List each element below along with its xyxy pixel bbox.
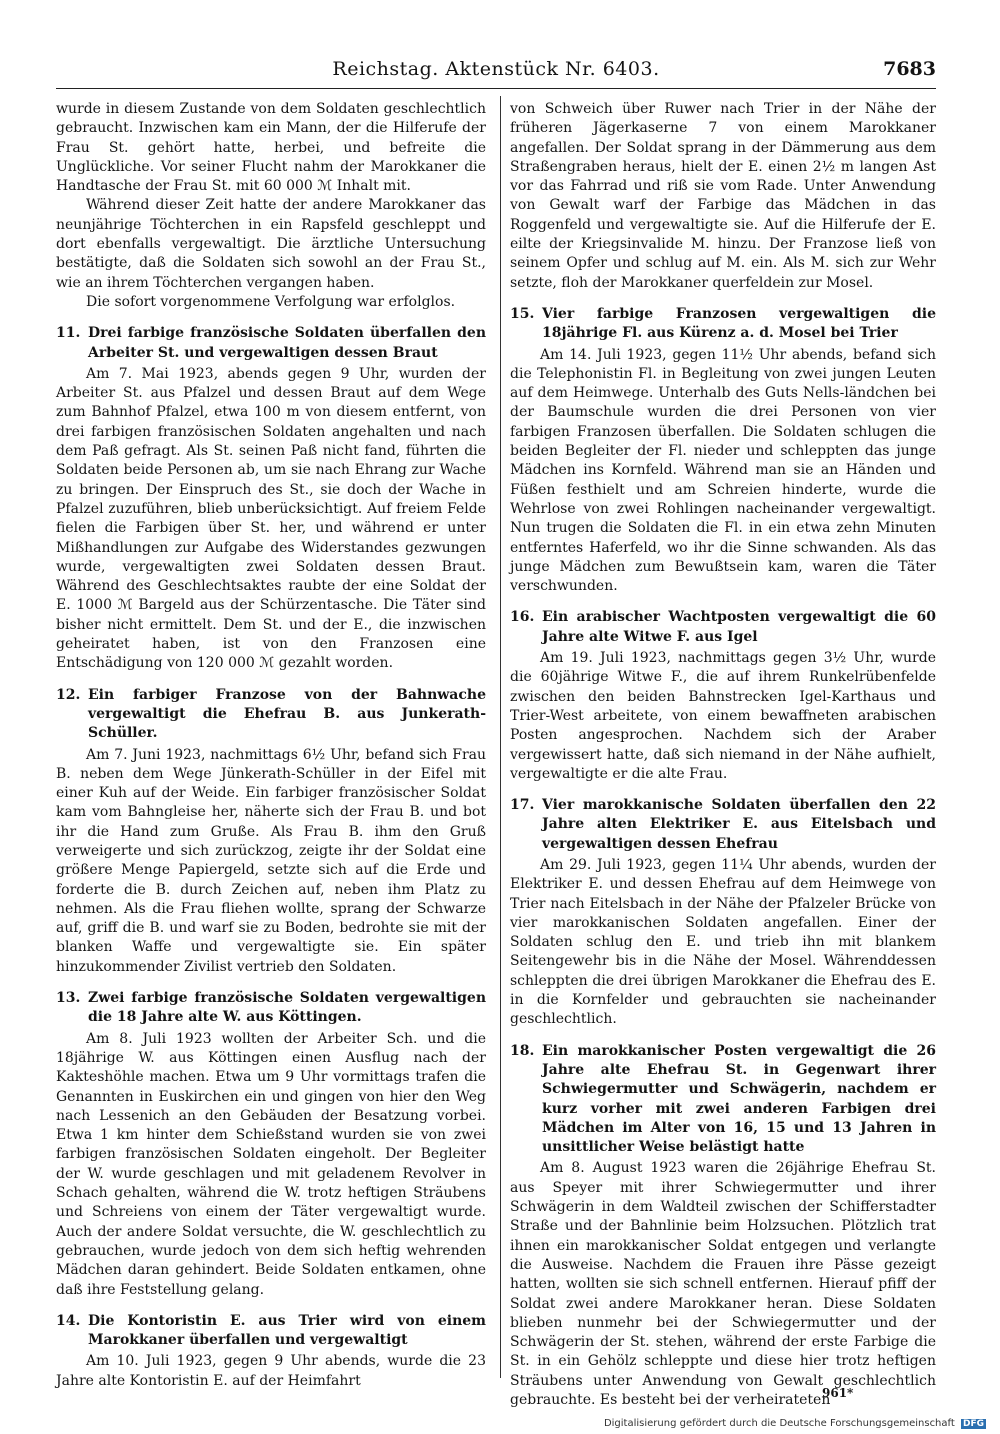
section-number: 11. xyxy=(56,325,81,342)
left-column xyxy=(56,100,486,1389)
section-title: Die Kontoristin E. aus Trier wird von einem Marokkaner überfallen und vergewaltigt xyxy=(88,1312,486,1349)
running-title: Reichstag. Aktenstück Nr. 6403. xyxy=(332,58,660,80)
page-header xyxy=(56,58,936,86)
section-heading xyxy=(56,324,486,363)
section-number: 14. xyxy=(56,1312,81,1329)
paragraph: Während dieser Zeit hatte der andere Marokkaner das neunjährige Töchterchen in ein Rapsfeld geschleppt und dort ebenfalls vergewaltigt. Die ärztliche Untersuchung bestätigte, daß die Soldaten sich sowohl an der Frau St., wie an ihrem Töchterchen vergangen haben. xyxy=(56,197,486,291)
section-heading xyxy=(510,1042,936,1158)
section-number: 17. xyxy=(510,797,535,814)
footer-text: Digitalisierung gefördert durch die Deutsche Forschungsgemeinschaft xyxy=(603,1418,955,1429)
footer-credit xyxy=(604,1418,986,1429)
paragraph: von Schweich über Ruwer nach Trier in der Nähe der früheren Jägerkaserne 7 von einem Marokkaner angefallen. Der Soldat sprang in der Dämmerung aus dem Straßengraben heraus, hielt der E. einen 2½ m langen Ast vor das Fahrrad und riß sie vom Rade. Unter Anwendung von Gewalt warf der Farbige das Mädchen in das Roggenfeld und vergewaltigte sie. Auf die Hilferufe der E. eilte der Kriegsinvalide M. hinzu. Der Franzose ließ von seinem Opfer und schlug auf M. ein. Als M. sich zur Wehr setzte, floh der Marokkaner querfeldein zur Mosel. xyxy=(510,101,936,291)
paragraph: Am 10. Juli 1923, gegen 9 Uhr abends, wurde die 23 Jahre alte Kontoristin E. auf der Heimfahrt xyxy=(56,1353,486,1389)
section-number: 15. xyxy=(510,305,535,322)
paragraph: Die sofort vorgenommene Verfolgung war erfolglos. xyxy=(86,293,456,310)
header-rule xyxy=(56,88,936,89)
section-number: 12. xyxy=(56,686,81,703)
paragraph: Am 7. Juni 1923, nachmittags 6½ Uhr, befand sich Frau B. neben dem Wege Jünkerath-Schüller in der Eifel mit einer Kuh auf der Weide. Ein farbiger französischer Soldat kam vom Bahngleise her, näherte sich der Frau B. und bot ihr die Hand zum Gruße. Als Frau B. ihm den Gruß verweigerte und sich zurückzog, zeigte ihr der Soldat eine größere Menge Papiergeld, setzte sich auf die Erde und forderte die B. durch Zeichen auf, neben ihm Platz zu nehmen. Als die Frau fliehen wollte, sprang der Schwarze auf, griff die B. und warf sie zu Boden, bedrohte sie mit der blanken Waffe und vergewaltigte sie. Ein später hinzukommender Zivilist vertrieb den Soldaten. xyxy=(56,746,486,975)
section-heading xyxy=(56,686,486,744)
signature-mark: 961* xyxy=(822,1386,854,1400)
section-title: Ein marokkanischer Posten vergewaltigt die 26 Jahre alte Ehefrau St. in Gegenwart ihrer Schwiegermutter und Schwägerin, nachdem er kurz vorher mit zwei anderen Farbigen drei Mädchen im Alter von 16, 15 und 13 Jahren in unsittlicher Weise belästigt hatte xyxy=(542,1042,936,1156)
section-title: Zwei farbige französische Soldaten vergewaltigen die 18 Jahre alte W. aus Köttingen. xyxy=(88,990,486,1026)
section-number: 13. xyxy=(56,990,81,1007)
section-title: Ein farbiger Franzose von der Bahnwache vergewaltigt die Ehefrau B. aus Junkerath-Schüller. xyxy=(88,686,486,742)
paragraph: Am 19. Juli 1923, nachmittags gegen 3½ Uhr, wurde die 60jährige Witwe F., die auf ihrem Runkelrübenfelde zwischen den beiden Bahnstrecken Igel-Karthaus und Trier-West arbeitete, von einem bewaffneten arabischen Posten angesprochen. Nachdem sich der Araber vergewissert hatte, daß sich niemand in der Nähe aufhielt, vergewaltigte er die alte Frau. xyxy=(510,650,936,782)
section-title: Vier farbige Franzosen vergewaltigen die 18jährige Fl. aus Kürenz a. d. Mosel bei Trier xyxy=(542,305,936,342)
section-title: Drei farbige französische Soldaten überfallen den Arbeiter St. und vergewaltigen dessen Braut xyxy=(88,325,486,361)
section-number: 16. xyxy=(510,609,535,626)
column-divider xyxy=(500,96,501,1378)
section-heading xyxy=(510,796,936,854)
dfg-logo: DFG xyxy=(962,1419,984,1429)
section-heading xyxy=(56,989,486,1028)
paragraph: Am 8. August 1923 waren die 26jährige Ehefrau St. aus Speyer mit ihrer Schwiegermutter und ihrer Schwägerin in dem Waldteil zwischen der Schifferstadter Straße und der Bahnlinie beim Holzsuchen. Plötzlich trat ihnen ein marokkanischer Soldat entgegen und verlangte die Ausweise. Nachdem die Frauen ihre Pässe gezeigt hatten, wollten sie sich schnell entfernen. Hierauf pfiff der Soldat zwei andere Marokkaner heran. Diese Soldaten blieben nunmehr bei der Schwiegermutter und der Schwägerin der St. stehen, während der erste Farbige die St. in ein Gehölz schleppte und diese hier trotz heftigen Sträubens unter Anwendung von Gewalt geschlechtlich gebrauchte. Es besteht bei der verheirateten xyxy=(510,1160,936,1408)
section-heading xyxy=(56,1312,486,1351)
page-number: 7683 xyxy=(883,58,936,80)
paragraph: Am 7. Mai 1923, abends gegen 9 Uhr, wurden der Arbeiter St. aus Pfalzel und dessen Braut auf dem Wege zum Bahnhof Pfalzel, etwa 100 m von diesem entfernt, von drei farbigen französischen Soldaten angehalten und nach dem Paß gefragt. Als St. seinen Paß nicht fand, führten die Soldaten beide Personen ab, um sie nach Ehrang zur Wache zu bringen. Der Einspruch des St., sie doch der Wache in Pfalzel zuzuführen, blieb unberücksichtigt. Auf freiem Felde fielen die Farbigen über St. her, und während er unter Mißhandlungen zur Aufgabe des Widerstandes gezwungen wurde, vergewaltigten zwei Soldaten dessen Braut. Während des Geschlechtsaktes raubte der eine Soldat der E. 1000 ℳ Bargeld aus der Schürzentasche. Die Täter sind bisher nicht ermittelt. Dem St. und der E., die inzwischen geheiratet haben, ist von den Franzosen eine Entschädigung von 120 000 ℳ gezahlt worden. xyxy=(56,365,486,672)
section-number: 18. xyxy=(510,1042,535,1059)
paragraph: Am 14. Juli 1923, gegen 11½ Uhr abends, befand sich die Telephonistin Fl. in Begleitung von zwei jungen Leuten auf dem Heimwege. Unterhalb des Guts Nells-ländchen bei der Baumschule wurden die drei Personen von vier farbigen Franzosen überfallen. Die Soldaten schlugen die beiden Begleiter der Fl. nieder und schleppten das junge Mädchen ins Kornfeld. Während man sie an Händen und Füßen festhielt und am Schreien hinderte, wurde die Wehrlose von zwei Rohlingen nacheinander vergewaltigt. Nun trugen die Soldaten die Fl. in ein etwa zehn Minuten entferntes Haferfeld, wo ihr die Sinne schwanden. Als das junge Mädchen zum Bewußtsein kam, waren die Täter verschwunden. xyxy=(510,346,936,595)
section-heading xyxy=(510,608,936,647)
section-title: Vier marokkanische Soldaten überfallen den 22 Jahre alten Elektriker E. aus Eitelsbach und vergewaltigen dessen Ehefrau xyxy=(542,797,936,852)
section-heading xyxy=(510,305,936,344)
paragraph: Am 29. Juli 1923, gegen 11¼ Uhr abends, wurden der Elektriker E. und dessen Ehefrau auf dem Heimwege von Trier nach Eitelsbach in der Nähe der Pfalzeler Brücke von vier marokkanischen Soldaten angefallen. Einer der Soldaten schlug den E. und trieb ihn mit blankem Seitengewehr bis in die Nähe der Mosel. Währenddessen schleppten die drei übrigen Marokkaner die Ehefrau des E. in die Kornfelder und gebrauchten sie nacheinander geschlechtlich. xyxy=(510,856,936,1028)
paragraph: Am 8. Juli 1923 wollten der Arbeiter Sch. und die 18jährige W. aus Köttingen einen Ausflug nach der Kakteshöhle machen. Etwa um 9 Uhr vormittags trafen die Genannten in Euskirchen ein und gingen von hier den Weg nach Lessenich an den Gebäuden der Besatzung vorbei. Etwa 1 km hinter dem Schießstand wurden sie von zwei farbigen französischen Soldaten eingeholt. Der Begleiter der W. wurde geschlagen und mit geladenem Revolver in Schach gehalten, während die W. trotz heftigen Sträubens und Schreiens von einem der Täter vergewaltigt wurde. Auch der andere Soldat versuchte, die W. geschlechtlich zu gebrauchen, wurde jedoch von dem sich heftig wehrenden Mädchen daran gehindert. Beide Soldaten entkamen, ohne daß ihre Feststellung gelang. xyxy=(56,1030,486,1298)
paragraph: wurde in diesem Zustande von dem Soldaten geschlechtlich gebraucht. Inzwischen kam ein Mann, der die Hilferufe der Frau St. gehört hatte, herbei, und befreite die Unglückliche. Vor seiner Flucht nahm der Marokkaner die Handtasche der Frau St. mit 60 000 ℳ Inhalt mit. xyxy=(56,101,486,195)
section-title: Ein arabischer Wachtposten vergewaltigt die 60 Jahre alte Witwe F. aus Igel xyxy=(542,609,936,645)
